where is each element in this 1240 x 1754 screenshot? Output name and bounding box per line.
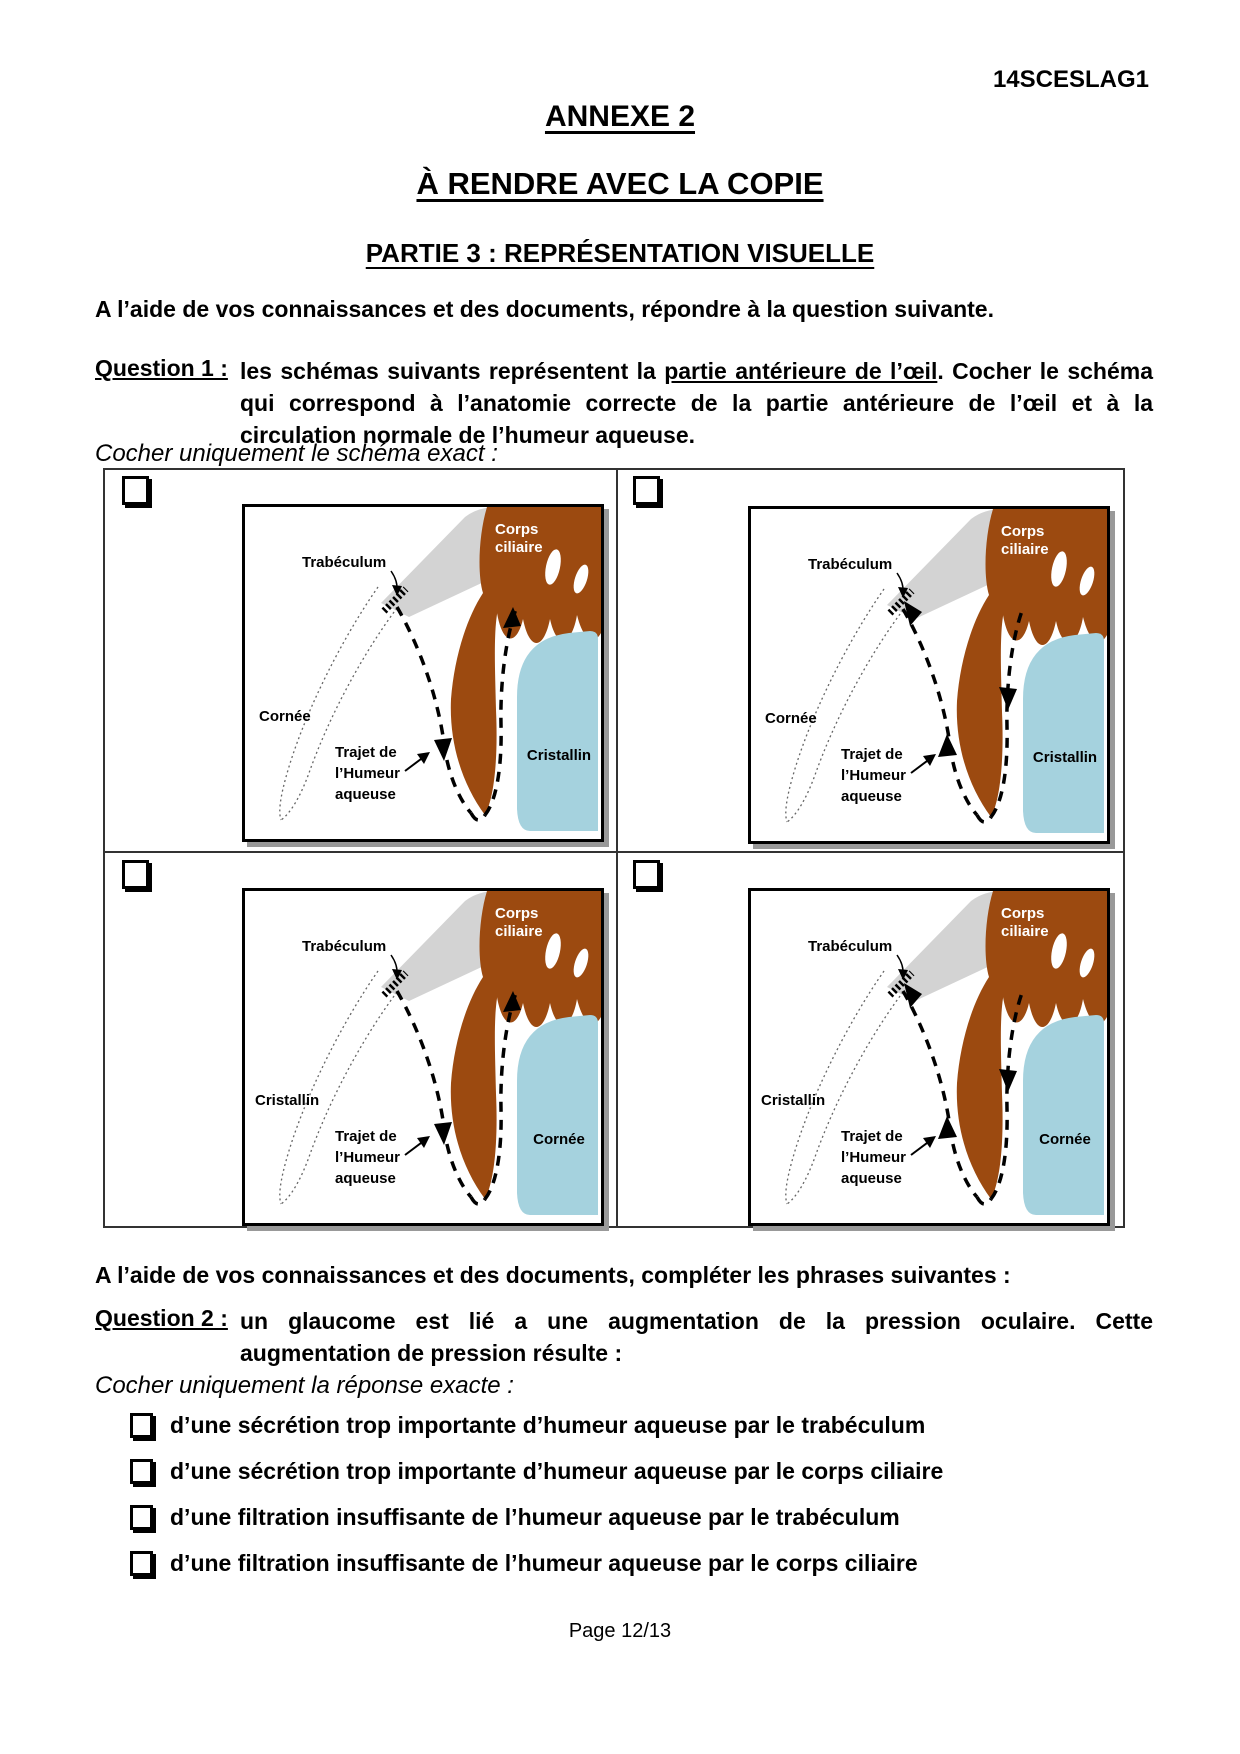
label-trajet: l’Humeur bbox=[841, 1149, 907, 1166]
label-trajet: aqueuse bbox=[335, 786, 396, 803]
exam-code: 14SCESLAG1 bbox=[992, 66, 1149, 93]
answer-option-row bbox=[130, 1412, 925, 1440]
label-blue-structure: Cornée bbox=[533, 1131, 585, 1148]
label-trabeculum: Trabéculum bbox=[808, 938, 893, 955]
question1-text-after: . Cocher le schéma qui correspond à l’anatomie correcte de la partie antérieure de l’œil et à la circulation normale de l’humeur aqueuse. bbox=[240, 358, 1153, 448]
label-trajet: aqueuse bbox=[841, 788, 902, 805]
answer-option-row bbox=[130, 1504, 900, 1532]
title-partie3: PARTIE 3 : REPRÉSENTATION VISUELLE bbox=[365, 238, 875, 268]
label-trabeculum: Trabéculum bbox=[302, 554, 387, 571]
question1-text bbox=[240, 355, 1153, 451]
label-corps-ciliaire: Corps bbox=[1001, 905, 1045, 922]
label-blue-structure: Cristallin bbox=[526, 747, 592, 764]
answer-checkbox-2[interactable] bbox=[130, 1459, 153, 1484]
eye-diagram-top-left bbox=[242, 504, 604, 842]
schema-checkbox-bottom-right[interactable] bbox=[633, 860, 660, 889]
label-trabeculum: Trabéculum bbox=[808, 556, 893, 573]
eye-diagram-bottom-right bbox=[748, 888, 1110, 1226]
schema-checkbox-bottom-left[interactable] bbox=[122, 860, 149, 889]
intro-question2: A l’aide de vos connaissances et des documents, compléter les phrases suivantes : bbox=[95, 1262, 1011, 1288]
label-blue-structure: Cornée bbox=[1039, 1131, 1091, 1148]
answer-option-label: d’une sécrétion trop importante d’humeur aqueuse par le corps ciliaire bbox=[170, 1458, 944, 1484]
label-trajet: Trajet de bbox=[335, 1128, 397, 1145]
eye-diagram-svg bbox=[245, 891, 601, 1223]
label-left-structure: Cristallin bbox=[255, 1092, 320, 1109]
label-trajet: Trajet de bbox=[841, 1128, 903, 1145]
label-corps-ciliaire: Corps bbox=[495, 905, 539, 922]
schema-checkbox-top-left[interactable] bbox=[122, 476, 149, 505]
answer-checkbox-1[interactable] bbox=[130, 1413, 153, 1438]
label-corps-ciliaire: ciliaire bbox=[1001, 923, 1049, 940]
label-corps-ciliaire: Corps bbox=[1001, 523, 1045, 540]
schema-checkbox-top-right[interactable] bbox=[633, 476, 660, 505]
label-left-structure: Cornée bbox=[765, 710, 817, 727]
question1-text-underlined: partie antérieure de l’œil bbox=[664, 358, 938, 384]
label-corps-ciliaire: ciliaire bbox=[1001, 541, 1049, 558]
label-corps-ciliaire: Corps bbox=[495, 521, 539, 538]
question2-block bbox=[95, 1305, 1153, 1369]
label-blue-structure: Cristallin bbox=[1032, 749, 1098, 766]
title-a-rendre: À RENDRE AVEC LA COPIE bbox=[416, 166, 824, 201]
label-trajet: l’Humeur bbox=[335, 765, 401, 782]
eye-diagram-svg bbox=[245, 507, 601, 839]
instruction-schema: Cocher uniquement le schéma exact : bbox=[95, 440, 498, 467]
answer-option-label: d’une filtration insuffisante de l’humeur aqueuse par le trabéculum bbox=[170, 1504, 900, 1530]
question2-label: Question 2 : bbox=[95, 1305, 228, 1331]
eye-diagram-bottom-left bbox=[242, 888, 604, 1226]
answer-checkbox-3[interactable] bbox=[130, 1505, 153, 1530]
intro-question1: A l’aide de vos connaissances et des documents, répondre à la question suivante. bbox=[95, 296, 994, 322]
page-number: Page 12/13 bbox=[568, 1620, 672, 1642]
eye-diagram-top-right bbox=[748, 506, 1110, 844]
question2-text: un glaucome est lié a une augmentation de la pression oculaire. Cette augmentation de pression résulte : bbox=[240, 1308, 1153, 1366]
label-trajet: l’Humeur bbox=[335, 1149, 401, 1166]
label-corps-ciliaire: ciliaire bbox=[495, 923, 543, 940]
grid-horizontal-divider bbox=[103, 851, 1125, 853]
question1-block bbox=[95, 355, 1153, 451]
eye-diagram-svg bbox=[751, 509, 1107, 841]
title-annexe: ANNEXE 2 bbox=[544, 100, 696, 133]
answer-option-row bbox=[130, 1458, 943, 1486]
question1-label: Question 1 : bbox=[95, 355, 228, 381]
label-corps-ciliaire: ciliaire bbox=[495, 539, 543, 556]
grid-vertical-divider bbox=[616, 468, 618, 1228]
answer-option-label: d’une filtration insuffisante de l’humeur aqueuse par le corps ciliaire bbox=[170, 1550, 918, 1576]
label-left-structure: Cornée bbox=[259, 708, 311, 725]
answer-checkbox-4[interactable] bbox=[130, 1551, 153, 1576]
label-trajet: Trajet de bbox=[841, 746, 903, 763]
question1-text-before: les schémas suivants représentent la bbox=[240, 358, 665, 384]
label-trajet: aqueuse bbox=[335, 1170, 396, 1187]
instruction-reponse: Cocher uniquement la réponse exacte : bbox=[95, 1372, 514, 1399]
label-trajet: Trajet de bbox=[335, 744, 397, 761]
eye-diagram-svg bbox=[751, 891, 1107, 1223]
answer-option-row bbox=[130, 1550, 918, 1578]
answer-option-label: d’une sécrétion trop importante d’humeur aqueuse par le trabéculum bbox=[170, 1412, 926, 1438]
label-left-structure: Cristallin bbox=[761, 1092, 826, 1109]
label-trajet: l’Humeur bbox=[841, 767, 907, 784]
label-trabeculum: Trabéculum bbox=[302, 938, 387, 955]
label-trajet: aqueuse bbox=[841, 1170, 902, 1187]
